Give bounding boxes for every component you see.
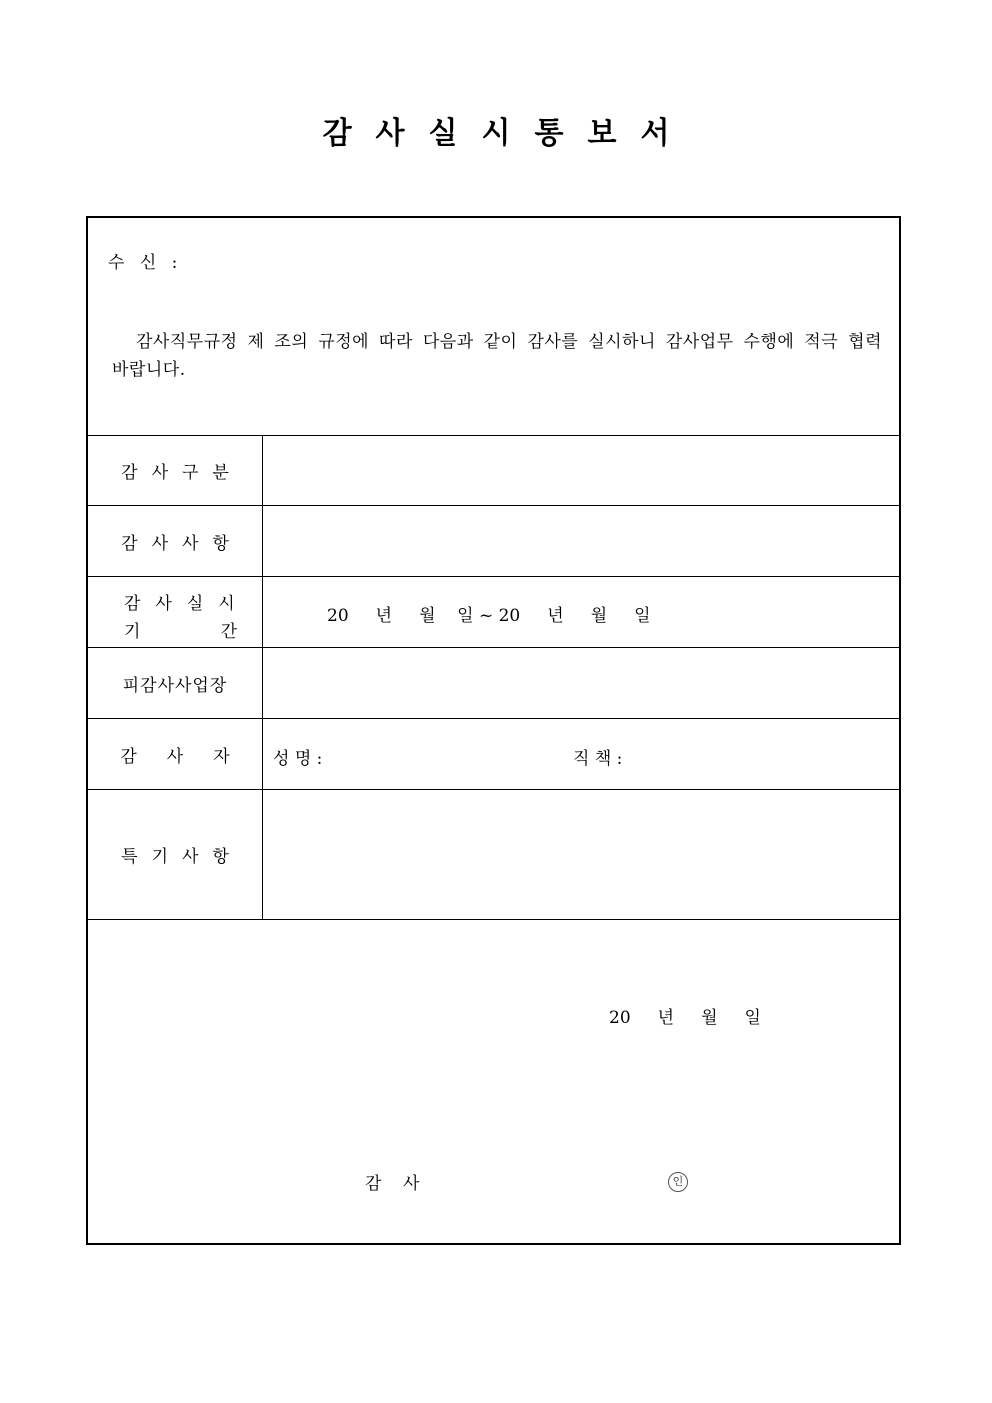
audit-period-value: 20 년 월 일 ~ 20 년 월 일 [327,606,651,626]
auditor-label: 감사자 [88,719,263,789]
special-notes-field[interactable] [263,790,899,919]
auditor-row [88,719,899,790]
audit-period-label-line2-a: 기 [124,622,141,642]
audited-site-field[interactable] [263,648,899,718]
auditor-name-label: 성 명 : [273,749,323,769]
audit-type-row [88,435,899,506]
audit-items-label: 감사사항 [88,506,263,576]
auditor-position-label: 직 책 : [573,749,623,769]
special-notes-label: 특기사항 [88,790,263,919]
audit-period-row [88,577,899,648]
auditor-field [263,719,899,789]
seal-mark-icon: 인 [668,1172,688,1192]
signature-date: 20 년 월 일 [609,1008,761,1028]
audit-period-label-line2 [124,617,237,642]
recipient-label: 수 신 : [108,253,183,273]
audit-type-field[interactable] [263,435,899,505]
document-title: 감사실시통보서 [322,116,694,151]
form-frame [86,216,901,1245]
audit-type-label: 감사구분 [88,435,263,505]
signature-section [88,919,899,1243]
audit-period-label-line1: 감사실시 [124,594,250,614]
signature-auditor-label: 감 사 [365,1174,420,1194]
audit-items-row [88,506,899,577]
audit-period-label-line2-b: 간 [220,622,237,642]
notice-paragraph: 감사직무규정 제 조의 규정에 따라 다음과 같이 감사를 실시하니 감사업무 수행에 적극 협력바랍니다. [112,332,882,380]
audited-site-label: 피감사사업장 [88,648,263,718]
audit-period-field[interactable] [263,577,899,647]
audit-period-label [88,577,263,647]
audited-site-row [88,648,899,719]
recipient-section [88,218,899,436]
audit-items-field[interactable] [263,506,899,576]
special-notes-row [88,790,899,920]
